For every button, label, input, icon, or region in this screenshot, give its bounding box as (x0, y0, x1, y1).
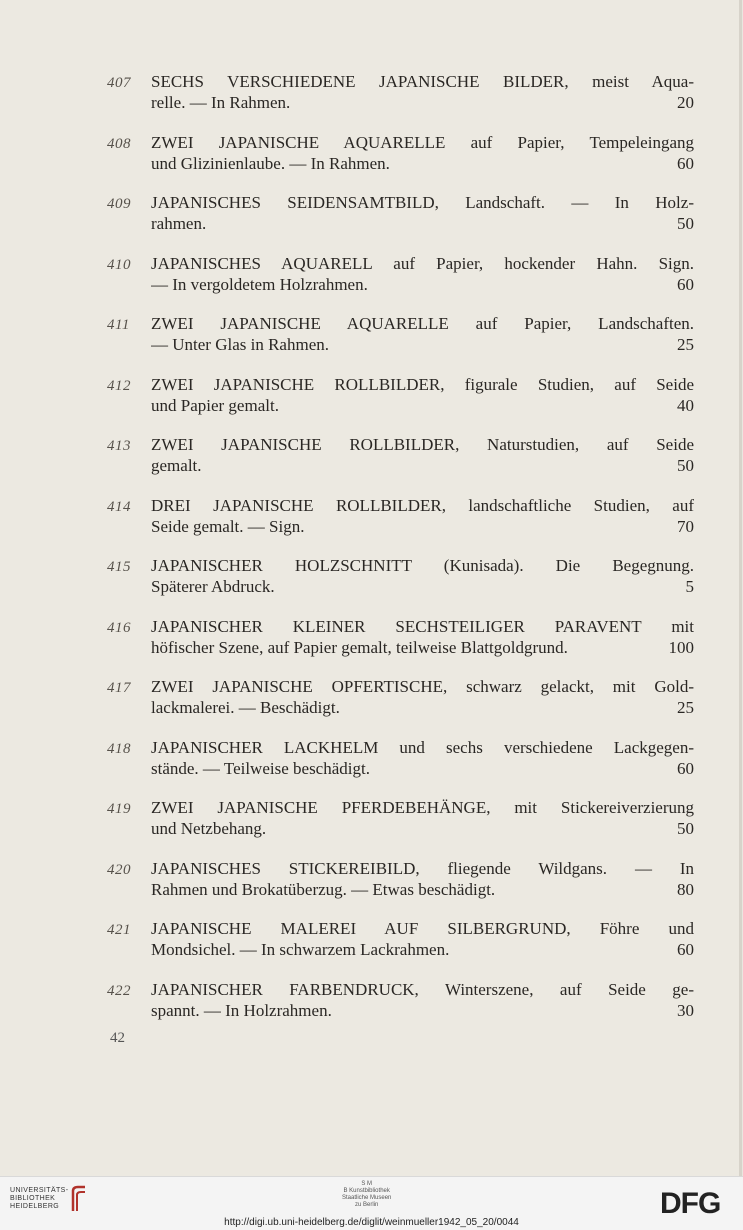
library-emblem-icon (70, 1185, 88, 1218)
lot-price: 60 (677, 274, 694, 294)
lot-number: 409 (107, 196, 131, 212)
dfg-logo[interactable]: DFG (660, 1187, 721, 1220)
catalog-entry (0, 193, 743, 254)
catalog-entry (0, 617, 743, 678)
lot-description-line-1: JAPANISCHER FARBENDRUCK, Winterszene, auf Seide ge- (151, 979, 694, 999)
catalog-entry (0, 556, 743, 617)
lot-description-line-2 (151, 577, 694, 597)
lot-number: 416 (107, 619, 131, 636)
catalog-entry (0, 72, 743, 133)
lot-number: 411 (107, 317, 130, 333)
lot-description-text: gemalt. (151, 456, 202, 475)
catalog-entry (0, 677, 743, 738)
lot-number: 408 (107, 135, 131, 152)
lot-description-line-1: JAPANISCHER HOLZSCHNITT (Kunisada). Die Begegnung. (151, 556, 694, 575)
lot-description-line-1: SECHS VERSCHIEDENE JAPANISCHE BILDER, meist Aqua- (151, 72, 694, 91)
lot-price: 5 (685, 577, 694, 596)
lot-description-line-1: JAPANISCHER LACKHELM und sechs verschiedene Lackgegen- (151, 737, 694, 757)
lot-description-line-1: ZWEI JAPANISCHE AQUARELLE auf Papier, Landschaften. (151, 314, 694, 333)
lot-description-text: spannt. — In Holzrahmen. (151, 1000, 332, 1020)
lot-description-text: lackmalerei. — Beschädigt. (151, 698, 340, 717)
lot-number: 421 (107, 922, 131, 938)
lot-description-line-2 (151, 214, 694, 234)
lot-description-line-1: ZWEI JAPANISCHE PFERDEBEHÄNGE, mit Stickereiverzierung (151, 798, 694, 817)
catalog-entry (0, 254, 743, 315)
source-url[interactable]: http://digi.ub.uni-heidelberg.de/diglit/weinmueller1942_05_20/0044 (224, 1217, 519, 1228)
catalog-entry (0, 314, 743, 375)
lot-price: 80 (677, 879, 694, 899)
lot-description-line-2 (151, 154, 694, 174)
lot-description-line-1: JAPANISCHES STICKEREIBILD, fliegende Wildgans. — In (151, 858, 694, 878)
lot-description-line-2 (151, 880, 694, 900)
lot-description-line-2 (151, 517, 694, 537)
lot-description-line-1: JAPANISCHER KLEINER SECHSTEILIGER PARAVENT mit (151, 616, 694, 636)
lot-description-text: Seide gemalt. — Sign. (151, 516, 305, 536)
lot-description-text: und Netzbehang. (151, 819, 267, 838)
library-name-line-2: BIBLIOTHEK (10, 1195, 56, 1202)
catalog-entry (0, 375, 743, 436)
lot-price: 20 (677, 93, 694, 112)
lot-number: 417 (107, 680, 131, 696)
lot-description-text: und Papier gemalt. (151, 395, 279, 415)
lot-description-line-2 (151, 698, 694, 718)
lot-number: 415 (107, 559, 131, 575)
lot-price: 60 (677, 758, 694, 778)
lot-price: 25 (677, 698, 694, 717)
lot-description-text: Rahmen und Brokatüberzug. — Etwas beschädigt. (151, 879, 496, 899)
library-name-line-1: UNIVERSITÄTS- (10, 1187, 69, 1194)
lot-description-line-2 (151, 638, 694, 658)
lot-description-line-1: JAPANISCHES SEIDENSAMTBILD, Landschaft. — In Holz- (151, 193, 694, 212)
lot-description-line-2 (151, 93, 694, 113)
library-logo-text[interactable] (10, 1187, 68, 1211)
stamp-line-1: S M (361, 1181, 373, 1187)
lot-price: 70 (677, 516, 694, 536)
lot-description-line-2 (151, 456, 694, 476)
lot-description-line-1: DREI JAPANISCHE ROLLBILDER, landschaftliche Studien, auf (151, 495, 694, 515)
lot-number: 410 (107, 256, 131, 273)
lot-price: 60 (677, 153, 694, 173)
lot-description-line-1: ZWEI JAPANISCHE ROLLBILDER, figurale Studien, auf Seide (151, 374, 694, 394)
lot-number: 418 (107, 740, 131, 757)
lot-description-text: relle. — In Rahmen. (151, 93, 291, 112)
lot-description-line-1: ZWEI JAPANISCHE OPFERTISCHE, schwarz gelackt, mit Gold- (151, 677, 694, 696)
page-number: 42 (110, 1030, 125, 1046)
lot-description-text: Späterer Abdruck. (151, 577, 275, 596)
lot-description-text: rahmen. (151, 214, 207, 233)
lot-price: 25 (677, 335, 694, 354)
lot-number: 422 (107, 982, 131, 999)
catalog-entry (0, 133, 743, 194)
catalog-entry (0, 859, 743, 920)
stamp-line-2: B Kunstbibliothek (343, 1188, 390, 1194)
lot-description-line-1: ZWEI JAPANISCHE ROLLBILDER, Naturstudien, auf Seide (151, 435, 694, 454)
lot-description-line-1: JAPANISCHES AQUARELL auf Papier, hockender Hahn. Sign. (151, 253, 694, 273)
lot-description-line-1: JAPANISCHE MALEREI AUF SILBERGRUND, Föhre und (151, 919, 694, 938)
lot-price: 50 (677, 456, 694, 475)
catalog-entry (0, 738, 743, 799)
lot-description-line-2 (151, 1001, 694, 1021)
lot-description-text: stände. — Teilweise beschädigt. (151, 758, 370, 778)
catalog-entry (0, 798, 743, 859)
viewer-footer (0, 1176, 743, 1230)
stamp-line-3: Staatliche Museen (342, 1195, 392, 1201)
lot-price: 50 (677, 214, 694, 233)
lot-description-line-2 (151, 759, 694, 779)
catalog-entry (0, 919, 743, 980)
lot-description-line-1: ZWEI JAPANISCHE AQUARELLE auf Papier, Tempeleingang (151, 132, 694, 152)
lot-number: 413 (107, 438, 131, 454)
lot-description-text: und Glizinienlaube. — In Rahmen. (151, 153, 390, 173)
stamp-line-4: zu Berlin (355, 1202, 379, 1208)
lot-description-line-2 (151, 275, 694, 295)
lot-description-text: höfischer Szene, auf Papier gemalt, teilweise Blattgoldgrund. (151, 637, 568, 657)
lot-description-text: Mondsichel. — In schwarzem Lackrahmen. (151, 940, 450, 959)
lot-number: 412 (107, 377, 131, 394)
lot-number: 419 (107, 801, 131, 817)
library-name-line-3: HEIDELBERG (10, 1203, 60, 1210)
lot-description-text: — In vergoldetem Holzrahmen. (151, 274, 368, 294)
catalog-entries (0, 72, 743, 1040)
lot-price: 50 (677, 819, 694, 838)
lot-number: 407 (107, 75, 131, 91)
lot-number: 414 (107, 498, 131, 515)
museum-stamp (342, 1181, 391, 1209)
lot-price: 30 (677, 1000, 694, 1020)
catalog-entry (0, 435, 743, 496)
lot-description-line-2 (151, 940, 694, 960)
lot-price: 40 (677, 395, 694, 415)
catalog-entry (0, 496, 743, 557)
lot-description-text: — Unter Glas in Rahmen. (151, 335, 329, 354)
lot-price: 60 (677, 940, 694, 959)
lot-description-line-2 (151, 335, 694, 355)
lot-description-line-2 (151, 396, 694, 416)
lot-number: 420 (107, 861, 131, 878)
lot-description-line-2 (151, 819, 694, 839)
lot-price: 100 (668, 637, 694, 657)
